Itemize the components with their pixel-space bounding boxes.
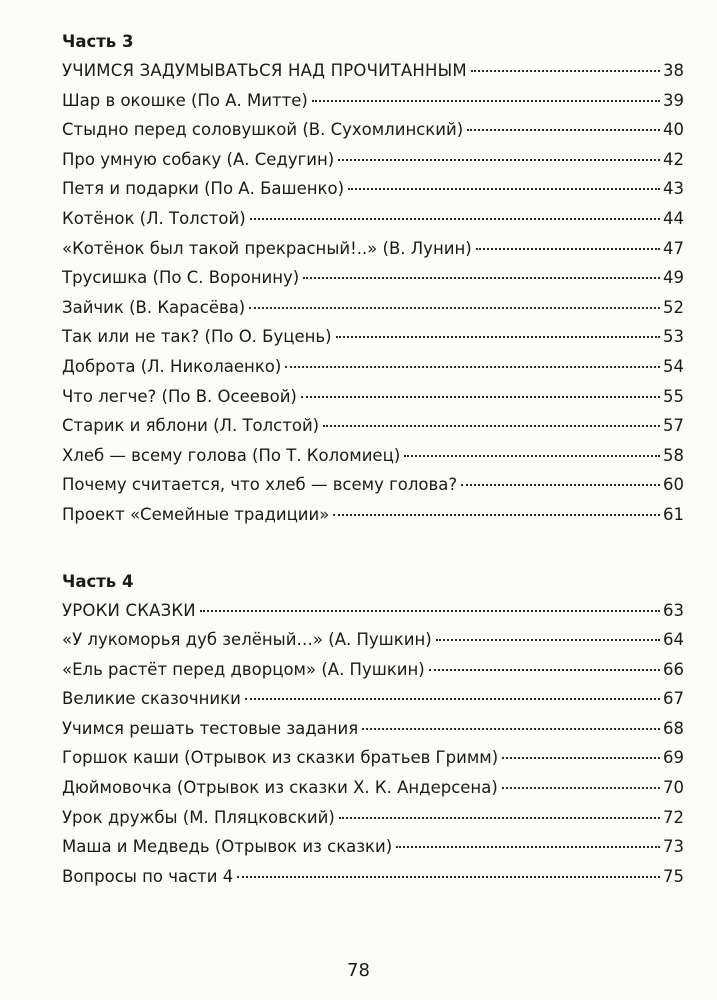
toc-entry-title: Проект «Семейные традиции»: [62, 504, 330, 524]
toc-entry-page: 64: [663, 630, 684, 650]
toc-entry-title: «Котёнок был такой прекрасный!..» (В. Лунин): [62, 238, 472, 258]
toc-entry[interactable]: [62, 115, 684, 145]
dot-leader: [502, 787, 660, 789]
toc-entry-title: Хлеб — всему голова (По Т. Коломиец): [62, 445, 401, 465]
toc-entry-page: 63: [663, 600, 684, 620]
toc-entry-title: Великие сказочники: [62, 689, 241, 709]
toc-entry-page: 54: [663, 356, 684, 376]
toc-entry[interactable]: [62, 411, 684, 441]
toc-entry-title: Стыдно перед соловушкой (В. Сухомлинский): [62, 120, 464, 140]
toc-list: [62, 56, 684, 530]
dot-leader: [362, 728, 660, 730]
toc-entry-title: Про умную собаку (А. Седугин): [62, 149, 335, 169]
toc-entry-page: 47: [663, 238, 684, 258]
toc-entry-page: 52: [663, 297, 684, 317]
dot-leader: [245, 698, 660, 700]
toc-entry[interactable]: [62, 743, 684, 773]
toc-entry-page: 44: [663, 208, 684, 228]
toc-entry-title: Доброта (Л. Николаенко): [62, 356, 282, 376]
dot-leader: [471, 70, 660, 72]
dot-leader: [461, 484, 660, 486]
toc-entry-title: Что легче? (По В. Осеевой): [62, 386, 297, 406]
toc-entry-title: Урок дружбы (М. Пляцковский): [62, 807, 335, 827]
toc-entry-page: 70: [663, 778, 684, 798]
toc-entry-title: Зайчик (В. Карасёва): [62, 297, 246, 317]
toc-entry-title: Учимся решать тестовые задания: [62, 718, 359, 738]
toc-entry[interactable]: [62, 714, 684, 744]
toc-entry[interactable]: [62, 441, 684, 471]
toc-entry-title: Дюймовочка (Отрывок из сказки Х. К. Андерсена): [62, 778, 498, 798]
dot-leader: [237, 876, 660, 878]
page-number: 78: [347, 960, 370, 981]
toc-entry-title: Петя и подарки (По А. Башенко): [62, 179, 345, 199]
toc-entry-page: 38: [663, 61, 684, 80]
toc-entry[interactable]: [62, 862, 684, 892]
dot-leader: [404, 455, 660, 457]
toc-entry-page: 43: [663, 179, 684, 199]
toc-entry[interactable]: [62, 832, 684, 862]
dot-leader: [303, 277, 660, 279]
toc-entry-title: «У лукоморья дуб зелёный…» (А. Пушкин): [62, 630, 432, 650]
toc-entry-title: «Ель растёт перед дворцом» (А. Пушкин): [62, 659, 425, 679]
toc-entry[interactable]: [62, 234, 684, 264]
toc-entry[interactable]: [62, 322, 684, 352]
part-heading: Часть 4: [62, 571, 134, 591]
toc-entry[interactable]: [62, 263, 684, 293]
part-heading: Часть 3: [62, 32, 134, 51]
dot-leader: [467, 129, 660, 131]
toc-entry-title: Почему считается, что хлеб — всему голова?: [62, 475, 458, 495]
dot-leader: [436, 639, 660, 641]
toc-entry-title: Старик и яблони (Л. Толстой): [62, 416, 320, 436]
dot-leader: [429, 669, 660, 671]
toc-entry-page: 66: [663, 659, 684, 679]
dot-leader: [312, 100, 660, 102]
toc-entry[interactable]: [62, 803, 684, 833]
toc-entry-title: Маша и Медведь (Отрывок из сказки): [62, 837, 393, 857]
part-3: [62, 28, 684, 530]
toc-entry-title: УЧИМСЯ ЗАДУМЫВАТЬСЯ НАД ПРОЧИТАННЫМ: [62, 61, 467, 80]
dot-leader: [200, 610, 660, 612]
toc-entry[interactable]: [62, 470, 684, 500]
toc-entry[interactable]: [62, 684, 684, 714]
toc-entry-title: Шар в окошке (По А. Митте): [62, 90, 308, 110]
toc-entry-title: Вопросы по части 4: [62, 866, 234, 886]
dot-leader: [396, 846, 660, 848]
toc-entry[interactable]: [62, 625, 684, 655]
toc-entry-page: 57: [663, 416, 684, 436]
toc-entry-page: 61: [663, 504, 684, 524]
toc-entry-page: 72: [663, 807, 684, 827]
toc-entry[interactable]: [62, 596, 684, 626]
dot-leader: [476, 248, 660, 250]
dot-leader: [336, 336, 660, 338]
toc-entry[interactable]: [62, 352, 684, 382]
dot-leader: [333, 514, 660, 516]
table-of-contents: [62, 28, 684, 891]
toc-entry-title: Горшок каши (Отрывок из сказки братьев Гримм): [62, 748, 499, 768]
dot-leader: [301, 396, 660, 398]
toc-entry[interactable]: [62, 174, 684, 204]
toc-entry[interactable]: [62, 500, 684, 530]
dot-leader: [250, 218, 660, 220]
toc-entry-page: 39: [663, 90, 684, 110]
dot-leader: [323, 425, 660, 427]
toc-entry[interactable]: [62, 56, 684, 86]
toc-entry-page: 58: [663, 445, 684, 465]
dot-leader: [285, 366, 660, 368]
toc-entry-page: 40: [663, 120, 684, 140]
dot-leader: [338, 159, 660, 161]
toc-entry-page: 42: [663, 149, 684, 169]
toc-entry[interactable]: [62, 382, 684, 412]
toc-list: [62, 596, 684, 892]
toc-entry-title: УРОКИ СКАЗКИ: [62, 600, 196, 620]
toc-entry-page: 67: [663, 689, 684, 709]
dot-leader: [339, 817, 660, 819]
toc-entry-page: 53: [663, 327, 684, 347]
dot-leader: [249, 307, 660, 309]
toc-entry[interactable]: [62, 204, 684, 234]
dot-leader: [502, 757, 660, 759]
toc-entry[interactable]: [62, 86, 684, 116]
toc-entry-page: 60: [663, 475, 684, 495]
part-4: [62, 568, 684, 892]
toc-entry-title: Трусишка (По С. Воронину): [62, 268, 300, 288]
toc-entry[interactable]: [62, 293, 684, 323]
toc-entry[interactable]: [62, 145, 684, 175]
toc-entry-title: Так или не так? (По О. Буцень): [62, 327, 332, 347]
toc-entry-title: Котёнок (Л. Толстой): [62, 208, 246, 228]
toc-entry-page: 55: [663, 386, 684, 406]
toc-entry-page: 73: [663, 837, 684, 857]
dot-leader: [348, 188, 660, 190]
toc-entry-page: 75: [663, 866, 684, 886]
toc-entry-page: 69: [663, 748, 684, 768]
toc-entry-page: 68: [663, 718, 684, 738]
toc-entry[interactable]: [62, 655, 684, 685]
toc-entry-page: 49: [663, 268, 684, 288]
section-spacer: [62, 530, 684, 568]
toc-entry[interactable]: [62, 773, 684, 803]
